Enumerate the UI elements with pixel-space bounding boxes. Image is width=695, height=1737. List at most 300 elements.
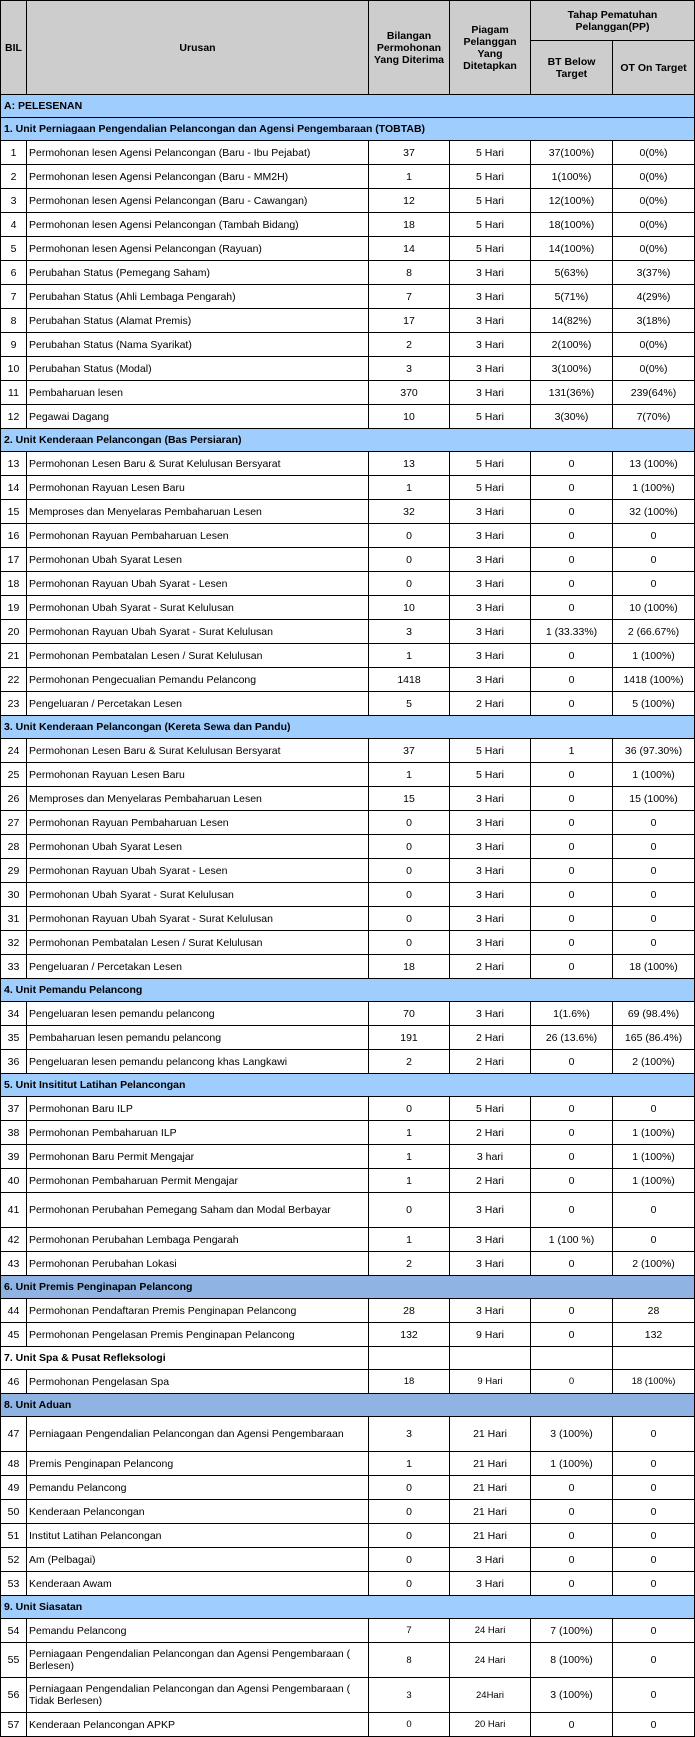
cell-urusan: Am (Pelbagai)	[27, 1548, 369, 1572]
header-urusan: Urusan	[27, 1, 369, 95]
cell-ot: 15 (100%)	[613, 787, 695, 811]
cell-piagam: 3 Hari	[450, 1572, 531, 1596]
table-row	[1, 500, 695, 524]
cell-piagam: 5 Hari	[450, 739, 531, 763]
cell-urusan: Perubahan Status (Modal)	[27, 357, 369, 381]
cell-ot: 28	[613, 1299, 695, 1323]
table-row	[1, 907, 695, 931]
cell-bt: 0	[531, 931, 613, 955]
table-row	[1, 763, 695, 787]
cell-ot: 69 (98.4%)	[613, 1002, 695, 1026]
section-title: A: PELESENAN	[1, 95, 695, 118]
cell-bt: 3 (100%)	[531, 1678, 613, 1713]
cell-bt: 14(82%)	[531, 309, 613, 333]
cell-bilangan: 70	[369, 1002, 450, 1026]
cell-bt: 0	[531, 1476, 613, 1500]
cell-urusan: Pembaharuan lesen	[27, 381, 369, 405]
table-row	[1, 357, 695, 381]
cell-piagam: 9 Hari	[450, 1370, 531, 1394]
cell-ot: 1 (100%)	[613, 476, 695, 500]
cell-bilangan: 15	[369, 787, 450, 811]
cell-piagam: 3 Hari	[450, 907, 531, 931]
cell-bt: 12(100%)	[531, 189, 613, 213]
table-body	[1, 95, 695, 1737]
table-row	[1, 1417, 695, 1452]
table-row	[1, 739, 695, 763]
cell-bil: 19	[1, 596, 27, 620]
cell-bt: 0	[531, 548, 613, 572]
cell-ot: 0	[613, 1619, 695, 1643]
cell-urusan: Permohonan Rayuan Ubah Syarat - Lesen	[27, 859, 369, 883]
cell-bil: 46	[1, 1370, 27, 1394]
cell-urusan: Permohonan Rayuan Lesen Baru	[27, 476, 369, 500]
cell-ot: 0(0%)	[613, 333, 695, 357]
cell-piagam: 3 hari	[450, 1145, 531, 1169]
cell-piagam: 3 Hari	[450, 1252, 531, 1276]
cell-ot: 0(0%)	[613, 357, 695, 381]
blank-cell	[531, 1347, 613, 1370]
cell-urusan: Permohonan Rayuan Pembaharuan Lesen	[27, 811, 369, 835]
cell-bil: 54	[1, 1619, 27, 1643]
cell-bilangan: 0	[369, 1548, 450, 1572]
cell-bilangan: 0	[369, 524, 450, 548]
cell-bil: 7	[1, 285, 27, 309]
cell-bil: 26	[1, 787, 27, 811]
cell-bt: 0	[531, 1299, 613, 1323]
cell-piagam: 3 Hari	[450, 1299, 531, 1323]
cell-bil: 34	[1, 1002, 27, 1026]
cell-bilangan: 18	[369, 955, 450, 979]
cell-bil: 49	[1, 1476, 27, 1500]
section-title: 7. Unit Spa & Pusat Refleksologi	[1, 1347, 369, 1370]
cell-bilangan: 12	[369, 189, 450, 213]
table-row	[1, 859, 695, 883]
cell-ot: 165 (86.4%)	[613, 1026, 695, 1050]
cell-ot: 1 (100%)	[613, 644, 695, 668]
table-row	[1, 692, 695, 716]
cell-urusan: Permohonan Rayuan Ubah Syarat - Surat Kelulusan	[27, 620, 369, 644]
cell-bilangan: 0	[369, 1524, 450, 1548]
table-row	[1, 1228, 695, 1252]
cell-piagam: 5 Hari	[450, 476, 531, 500]
cell-bilangan: 8	[369, 261, 450, 285]
table-row	[1, 1572, 695, 1596]
cell-ot: 18 (100%)	[613, 955, 695, 979]
cell-piagam: 3 Hari	[450, 1228, 531, 1252]
cell-bil: 50	[1, 1500, 27, 1524]
section-title: 3. Unit Kenderaan Pelancongan (Kereta Sewa dan Pandu)	[1, 716, 695, 739]
header-ot: OT On Target	[613, 41, 695, 95]
cell-piagam: 3 Hari	[450, 261, 531, 285]
cell-urusan: Perniagaan Pengendalian Pelancongan dan Agensi Pengembaraan ( Tidak Berlesen)	[27, 1678, 369, 1713]
cell-piagam: 5 Hari	[450, 405, 531, 429]
cell-piagam: 3 Hari	[450, 572, 531, 596]
cell-bilangan: 0	[369, 931, 450, 955]
cell-urusan: Pengeluaran lesen pemandu pelancong	[27, 1002, 369, 1026]
cell-bilangan: 1	[369, 644, 450, 668]
cell-bt: 0	[531, 1252, 613, 1276]
cell-bil: 40	[1, 1169, 27, 1193]
cell-bil: 10	[1, 357, 27, 381]
cell-bil: 41	[1, 1193, 27, 1228]
cell-bt: 5(71%)	[531, 285, 613, 309]
cell-ot: 0	[613, 1452, 695, 1476]
table-row	[1, 1193, 695, 1228]
cell-bt: 0	[531, 692, 613, 716]
cell-bt: 18(100%)	[531, 213, 613, 237]
cell-urusan: Permohonan Ubah Syarat Lesen	[27, 835, 369, 859]
cell-bilangan: 370	[369, 381, 450, 405]
cell-bt: 0	[531, 1524, 613, 1548]
section-header	[1, 118, 695, 141]
cell-bil: 53	[1, 1572, 27, 1596]
cell-bt: 0	[531, 1050, 613, 1074]
cell-bil: 39	[1, 1145, 27, 1169]
blank-cell	[450, 1347, 531, 1370]
cell-bt: 0	[531, 763, 613, 787]
cell-bt: 5(63%)	[531, 261, 613, 285]
cell-urusan: Permohonan lesen Agensi Pelancongan (Baru - MM2H)	[27, 165, 369, 189]
cell-bil: 4	[1, 213, 27, 237]
header-bil: BIL	[1, 1, 27, 95]
cell-bilangan: 1	[369, 763, 450, 787]
cell-bil: 33	[1, 955, 27, 979]
cell-ot: 1 (100%)	[613, 1169, 695, 1193]
cell-bilangan: 2	[369, 1050, 450, 1074]
cell-piagam: 3 Hari	[450, 644, 531, 668]
cell-bt: 0	[531, 811, 613, 835]
cell-bilangan: 18	[369, 1370, 450, 1394]
cell-bil: 52	[1, 1548, 27, 1572]
cell-bt: 0	[531, 907, 613, 931]
table-row	[1, 213, 695, 237]
cell-piagam: 9 Hari	[450, 1323, 531, 1347]
cell-bil: 44	[1, 1299, 27, 1323]
cell-bt: 1 (100%)	[531, 1452, 613, 1476]
cell-piagam: 3 Hari	[450, 500, 531, 524]
cell-bil: 56	[1, 1678, 27, 1713]
table-row	[1, 1252, 695, 1276]
cell-bil: 55	[1, 1643, 27, 1678]
cell-bt: 0	[531, 859, 613, 883]
header-tahap: Tahap Pematuhan Pelanggan(PP)	[531, 1, 695, 41]
table-row	[1, 1370, 695, 1394]
section-header	[1, 716, 695, 739]
cell-piagam: 3 Hari	[450, 548, 531, 572]
cell-ot: 0	[613, 1643, 695, 1678]
cell-ot: 0	[613, 907, 695, 931]
table-row	[1, 1643, 695, 1678]
cell-urusan: Pengeluaran / Percetakan Lesen	[27, 955, 369, 979]
cell-bt: 0	[531, 1145, 613, 1169]
header-bilangan: Bilangan Permohonan Yang Diterima	[369, 1, 450, 95]
cell-piagam: 5 Hari	[450, 213, 531, 237]
section-header	[1, 1596, 695, 1619]
cell-urusan: Permohonan Pengecualian Pemandu Pelancong	[27, 668, 369, 692]
cell-bilangan: 0	[369, 572, 450, 596]
cell-bt: 8 (100%)	[531, 1643, 613, 1678]
cell-bilangan: 0	[369, 883, 450, 907]
cell-bilangan: 10	[369, 405, 450, 429]
cell-bilangan: 1	[369, 1452, 450, 1476]
cell-urusan: Permohonan lesen Agensi Pelancongan (Tambah Bidang)	[27, 213, 369, 237]
cell-urusan: Permohonan Perubahan Lokasi	[27, 1252, 369, 1276]
cell-bt: 1 (33.33%)	[531, 620, 613, 644]
cell-bilangan: 8	[369, 1643, 450, 1678]
cell-piagam: 24 Hari	[450, 1643, 531, 1678]
cell-ot: 0	[613, 1097, 695, 1121]
header-bt: BT Below Target	[531, 41, 613, 95]
cell-urusan: Permohonan Rayuan Lesen Baru	[27, 763, 369, 787]
cell-urusan: Permohonan Perubahan Lembaga Pengarah	[27, 1228, 369, 1252]
cell-bilangan: 0	[369, 811, 450, 835]
cell-ot: 7(70%)	[613, 405, 695, 429]
table-row	[1, 1524, 695, 1548]
table-row	[1, 1323, 695, 1347]
cell-urusan: Perubahan Status (Alamat Premis)	[27, 309, 369, 333]
cell-bt: 1(100%)	[531, 165, 613, 189]
cell-bil: 25	[1, 763, 27, 787]
section-title: 2. Unit Kenderaan Pelancongan (Bas Persiaran)	[1, 429, 695, 452]
cell-bt: 3(30%)	[531, 405, 613, 429]
cell-urusan: Memproses dan Menyelaras Pembaharuan Lesen	[27, 500, 369, 524]
cell-bil: 6	[1, 261, 27, 285]
cell-ot: 0	[613, 524, 695, 548]
cell-bil: 35	[1, 1026, 27, 1050]
cell-bil: 8	[1, 309, 27, 333]
table-row	[1, 1026, 695, 1050]
blank-cell	[369, 1347, 450, 1370]
cell-ot: 0	[613, 1713, 695, 1737]
cell-bil: 32	[1, 931, 27, 955]
cell-ot: 5 (100%)	[613, 692, 695, 716]
cell-urusan: Pembaharuan lesen pemandu pelancong	[27, 1026, 369, 1050]
cell-ot: 0	[613, 883, 695, 907]
section-header	[1, 95, 695, 118]
table-row	[1, 548, 695, 572]
cell-ot: 0	[613, 1572, 695, 1596]
cell-ot: 0	[613, 811, 695, 835]
cell-bt: 0	[531, 955, 613, 979]
cell-bil: 1	[1, 141, 27, 165]
cell-piagam: 3 Hari	[450, 883, 531, 907]
cell-bt: 1	[531, 739, 613, 763]
cell-ot: 1 (100%)	[613, 763, 695, 787]
table-row	[1, 261, 695, 285]
cell-urusan: Kenderaan Pelancongan APKP	[27, 1713, 369, 1737]
cell-piagam: 2 Hari	[450, 1050, 531, 1074]
cell-bt: 0	[531, 644, 613, 668]
cell-ot: 0	[613, 572, 695, 596]
cell-bilangan: 7	[369, 1619, 450, 1643]
cell-bilangan: 13	[369, 452, 450, 476]
cell-ot: 0	[613, 1500, 695, 1524]
cell-ot: 1 (100%)	[613, 1145, 695, 1169]
table-row	[1, 1121, 695, 1145]
cell-bilangan: 191	[369, 1026, 450, 1050]
cell-piagam: 3 Hari	[450, 787, 531, 811]
cell-bt: 7 (100%)	[531, 1619, 613, 1643]
cell-bilangan: 0	[369, 1476, 450, 1500]
cell-bil: 37	[1, 1097, 27, 1121]
cell-bil: 43	[1, 1252, 27, 1276]
cell-bilangan: 1	[369, 476, 450, 500]
table-row	[1, 787, 695, 811]
cell-bil: 13	[1, 452, 27, 476]
table-row	[1, 931, 695, 955]
table-row	[1, 835, 695, 859]
cell-ot: 0	[613, 1228, 695, 1252]
table-row	[1, 405, 695, 429]
cell-bil: 20	[1, 620, 27, 644]
cell-piagam: 3 Hari	[450, 859, 531, 883]
cell-bil: 48	[1, 1452, 27, 1476]
table-row	[1, 572, 695, 596]
cell-bt: 26 (13.6%)	[531, 1026, 613, 1050]
table-row	[1, 1097, 695, 1121]
cell-ot: 0(0%)	[613, 213, 695, 237]
cell-bil: 57	[1, 1713, 27, 1737]
cell-ot: 0(0%)	[613, 165, 695, 189]
cell-urusan: Permohonan lesen Agensi Pelancongan (Rayuan)	[27, 237, 369, 261]
cell-piagam: 3 Hari	[450, 811, 531, 835]
cell-urusan: Kenderaan Pelancongan	[27, 1500, 369, 1524]
cell-bil: 42	[1, 1228, 27, 1252]
table-row	[1, 668, 695, 692]
cell-urusan: Memproses dan Menyelaras Pembaharuan Lesen	[27, 787, 369, 811]
cell-bilangan: 28	[369, 1299, 450, 1323]
cell-bt: 1(1.6%)	[531, 1002, 613, 1026]
table-row	[1, 955, 695, 979]
cell-bilangan: 0	[369, 1097, 450, 1121]
cell-piagam: 5 Hari	[450, 237, 531, 261]
cell-urusan: Permohonan Rayuan Pembaharuan Lesen	[27, 524, 369, 548]
cell-urusan: Pemandu Pelancong	[27, 1619, 369, 1643]
section-header	[1, 1394, 695, 1417]
cell-ot: 0	[613, 1524, 695, 1548]
cell-urusan: Permohonan Rayuan Ubah Syarat - Lesen	[27, 572, 369, 596]
cell-urusan: Permohonan Pembaharuan Permit Mengajar	[27, 1169, 369, 1193]
cell-piagam: 3 Hari	[450, 333, 531, 357]
cell-bilangan: 3	[369, 1417, 450, 1452]
cell-piagam: 5 Hari	[450, 141, 531, 165]
cell-bilangan: 1418	[369, 668, 450, 692]
cell-urusan: Permohonan Pendaftaran Premis Penginapan Pelancong	[27, 1299, 369, 1323]
cell-bt: 2(100%)	[531, 333, 613, 357]
table-row	[1, 811, 695, 835]
cell-bt: 0	[531, 1548, 613, 1572]
cell-bt: 0	[531, 787, 613, 811]
cell-piagam: 21 Hari	[450, 1476, 531, 1500]
cell-ot: 18 (100%)	[613, 1370, 695, 1394]
section-title: 4. Unit Pemandu Pelancong	[1, 979, 695, 1002]
cell-urusan: Kenderaan Awam	[27, 1572, 369, 1596]
cell-bt: 0	[531, 1713, 613, 1737]
blank-cell	[613, 1347, 695, 1370]
cell-bilangan: 1	[369, 165, 450, 189]
cell-bil: 11	[1, 381, 27, 405]
section-title: 1. Unit Perniagaan Pengendalian Pelancongan dan Agensi Pengembaraan (TOBTAB)	[1, 118, 695, 141]
cell-ot: 2 (66.67%)	[613, 620, 695, 644]
cell-urusan: Permohonan Ubah Syarat - Surat Kelulusan	[27, 883, 369, 907]
cell-bilangan: 14	[369, 237, 450, 261]
cell-piagam: 3 Hari	[450, 668, 531, 692]
cell-ot: 1418 (100%)	[613, 668, 695, 692]
cell-urusan: Permohonan Lesen Baru & Surat Kelulusan Bersyarat	[27, 739, 369, 763]
cell-piagam: 3 Hari	[450, 596, 531, 620]
cell-ot: 10 (100%)	[613, 596, 695, 620]
cell-bilangan: 0	[369, 859, 450, 883]
cell-bt: 0	[531, 1169, 613, 1193]
cell-bt: 0	[531, 1500, 613, 1524]
cell-bt: 0	[531, 1097, 613, 1121]
cell-piagam: 3 Hari	[450, 524, 531, 548]
cell-urusan: Permohonan Rayuan Ubah Syarat - Surat Kelulusan	[27, 907, 369, 931]
cell-ot: 0	[613, 859, 695, 883]
cell-ot: 0	[613, 1417, 695, 1452]
cell-piagam: 24 Hari	[450, 1619, 531, 1643]
cell-bil: 45	[1, 1323, 27, 1347]
table-row	[1, 141, 695, 165]
cell-urusan: Permohonan Ubah Syarat Lesen	[27, 548, 369, 572]
table-row	[1, 309, 695, 333]
section-title: 6. Unit Premis Penginapan Pelancong	[1, 1276, 695, 1299]
cell-ot: 0	[613, 835, 695, 859]
section-title: 5. Unit Insititut Latihan Pelancongan	[1, 1074, 695, 1097]
cell-bt: 14(100%)	[531, 237, 613, 261]
cell-bt: 0	[531, 883, 613, 907]
cell-bilangan: 0	[369, 1500, 450, 1524]
cell-bilangan: 37	[369, 141, 450, 165]
cell-bilangan: 5	[369, 692, 450, 716]
cell-piagam: 3 Hari	[450, 620, 531, 644]
cell-bil: 9	[1, 333, 27, 357]
cell-piagam: 21 Hari	[450, 1524, 531, 1548]
table-row	[1, 1548, 695, 1572]
cell-bt: 131(36%)	[531, 381, 613, 405]
cell-bt: 0	[531, 572, 613, 596]
cell-ot: 0	[613, 931, 695, 955]
cell-bil: 27	[1, 811, 27, 835]
cell-piagam: 5 Hari	[450, 1097, 531, 1121]
cell-bil: 14	[1, 476, 27, 500]
cell-urusan: Permohonan Perubahan Pemegang Saham dan Modal Berbayar	[27, 1193, 369, 1228]
cell-bil: 16	[1, 524, 27, 548]
cell-bilangan: 0	[369, 1193, 450, 1228]
cell-bil: 31	[1, 907, 27, 931]
table-row	[1, 1678, 695, 1713]
cell-piagam: 5 Hari	[450, 452, 531, 476]
cell-urusan: Perubahan Status (Pemegang Saham)	[27, 261, 369, 285]
cell-ot: 0	[613, 1193, 695, 1228]
table-row	[1, 1169, 695, 1193]
section-title: 9. Unit Siasatan	[1, 1596, 695, 1619]
cell-bil: 17	[1, 548, 27, 572]
cell-piagam: 21 Hari	[450, 1417, 531, 1452]
cell-bil: 18	[1, 572, 27, 596]
cell-urusan: Pegawai Dagang	[27, 405, 369, 429]
cell-urusan: Perubahan Status (Ahli Lembaga Pengarah)	[27, 285, 369, 309]
cell-bil: 22	[1, 668, 27, 692]
table-row	[1, 1145, 695, 1169]
cell-bil: 29	[1, 859, 27, 883]
table-row	[1, 620, 695, 644]
cell-ot: 0	[613, 1476, 695, 1500]
cell-bt: 3 (100%)	[531, 1417, 613, 1452]
cell-bilangan: 18	[369, 213, 450, 237]
cell-ot: 4(29%)	[613, 285, 695, 309]
cell-bilangan: 2	[369, 1252, 450, 1276]
